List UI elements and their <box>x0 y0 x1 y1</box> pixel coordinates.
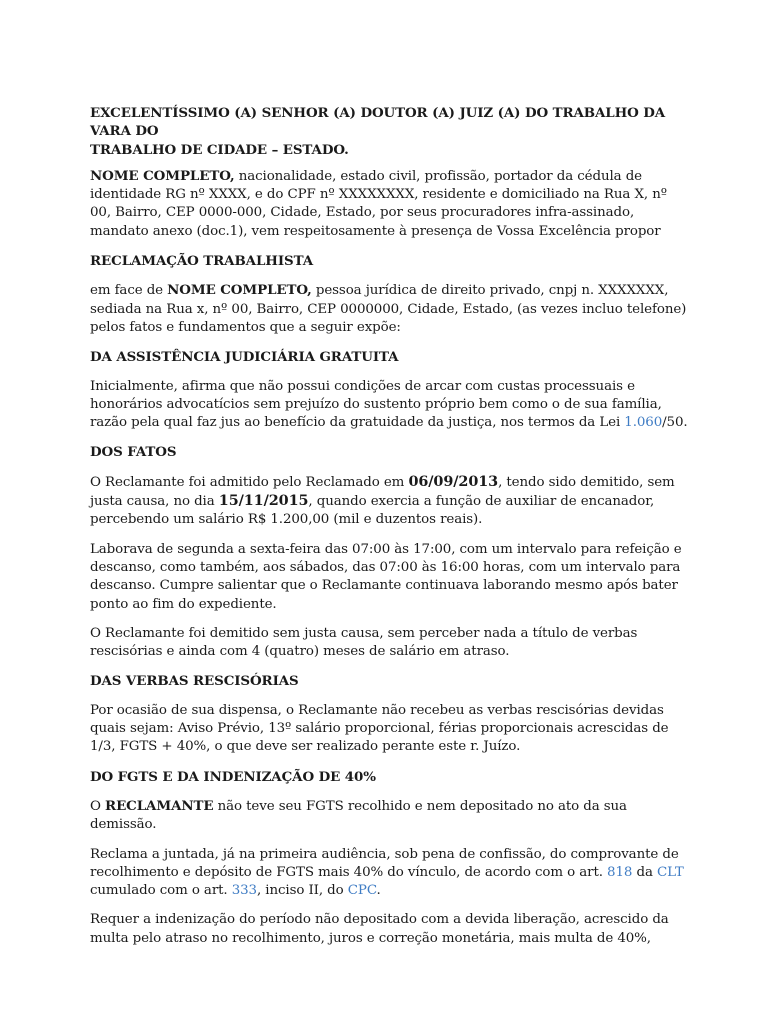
fgts-p2-text-e: . <box>376 883 381 899</box>
fgts-p2-text-d: , inciso II, do <box>256 883 348 899</box>
fgts-paragraph-1 <box>90 797 690 835</box>
defendant-prefix: em face de <box>90 283 168 299</box>
fatos-p1-text-c: , quando exercia a função de auxiliar de encanador, percebendo um salário R$ 1.200,00 (mil e duzentos reais). <box>90 494 655 528</box>
defendant-qualification-text: pessoa jurídica de direito privado, cnpj n. XXXXXXX, sediada na Rua x, nº 00, Bairro, CEP 0000000, Cidade, Estado, (as vezes incluo telefone) pelos fatos e fundamentos que a seguir expõe: <box>90 283 687 335</box>
petition-document <box>90 104 690 959</box>
defendant-name: NOME COMPLETO, <box>167 282 312 299</box>
art-333-link[interactable]: 333 <box>231 883 257 899</box>
law-1060-link[interactable]: 1.060 <box>624 415 663 431</box>
petition-header <box>90 104 690 159</box>
fgts-p1-text-b: não teve seu FGTS recolhido e nem depositado no ato da sua demissão. <box>90 798 627 833</box>
fatos-p1-text-a: O Reclamante foi admitido pelo Reclamado em <box>90 474 409 490</box>
plaintiff-qualification <box>90 167 690 241</box>
section-title-assistencia: DA ASSISTÊNCIA JUDICIÁRIA GRATUITA <box>90 349 399 366</box>
art-818-link[interactable]: 818 <box>607 864 633 880</box>
fgts-paragraph-3: Requer a indenização do período não depositado com a devida liberação, acrescido da multa pelo atraso no recolhimento, juros e correção monetária, mais multa de 40%, <box>90 912 669 946</box>
fgts-p1-text-a: O <box>90 798 106 814</box>
plaintiff-qualification-text: nacionalidade, estado civil, profissão, portador da cédula de identidade RG nº XXXX, e do CPF nº XXXXXXXX, residente e domiciliado na Rua X, nº 00, Bairro, CEP 0000-000, Cidade, Estado, por seus procuradores infra-assinado, mandato anexo (doc.1), vem respeitosamente à presença de Vossa Excelência propor <box>90 168 667 239</box>
header-line-1: EXCELENTÍSSIMO (A) SENHOR (A) DOUTOR (A) JUIZ (A) DO TRABALHO DA VARA DO <box>90 105 666 140</box>
fgts-p2-text-c: cumulado com o art. <box>90 883 232 899</box>
dismissal-date: 15/11/2015 <box>218 492 309 510</box>
fatos-p1-text-b: , tendo sido demitido, sem justa causa, no dia <box>90 474 675 510</box>
fatos-paragraph-1 <box>90 473 690 530</box>
verbas-paragraph: Por ocasião de sua dispensa, o Reclamante não recebeu as verbas rescisórias devidas quais sejam: Aviso Prévio, 13º salário proporcional, férias proporcionais acrescidas de 1/3, FGTS + 40%, o que deve ser realizado perante este r. Juízo. <box>90 702 669 755</box>
fatos-paragraph-3: O Reclamante foi demitido sem justa causa, sem perceber nada a título de verbas rescisórias e ainda com 4 (quatro) meses de salário em atraso. <box>90 625 638 660</box>
admission-date: 06/09/2013 <box>408 472 499 490</box>
header-line-2: TRABALHO DE CIDADE – ESTADO. <box>90 141 349 158</box>
assistencia-text: Inicialmente, afirma que não possui condições de arcar com custas processuais e honorários advocatícios sem prejuízo do sustento próprio bem como o de sua família, razão pela qual faz jus ao benefício da gratuidade da justiça, nos termos da Lei <box>90 378 662 431</box>
fatos-paragraph-2: Laborava de segunda a sexta-feira das 07:00 às 17:00, com um intervalo para refeição e descanso, como também, aos sábados, das 07:00 às 16:00 horas, com um intervalo para descanso. Cumpre salientar que o Reclamante continuava laborando mesmo após bater ponto ao fim do expediente. <box>90 541 682 612</box>
fgts-p2-text-b: da <box>632 864 657 880</box>
section-title-verbas: DAS VERBAS RESCISÓRIAS <box>90 673 299 690</box>
plaintiff-name: NOME COMPLETO, <box>90 167 235 184</box>
defendant-qualification <box>90 281 690 337</box>
section-body-assistencia <box>90 378 690 433</box>
cpc-link[interactable]: CPC <box>347 883 377 899</box>
action-title: RECLAMAÇÃO TRABALHISTA <box>90 253 313 270</box>
fgts-p2-text-a: Reclama a juntada, já na primeira audiência, sob pena de confissão, do comprovante de recolhimento e depósito de FGTS mais 40% do vínculo, de acordo com o art. <box>90 846 679 880</box>
fgts-paragraph-2 <box>90 846 690 901</box>
section-title-fatos: DOS FATOS <box>90 444 177 461</box>
section-title-fgts: DO FGTS E DA INDENIZAÇÃO DE 40% <box>90 768 376 785</box>
reclamante-emphasis: RECLAMANTE <box>105 797 214 814</box>
clt-link[interactable]: CLT <box>656 864 684 880</box>
assistencia-suffix: /50. <box>662 415 688 431</box>
